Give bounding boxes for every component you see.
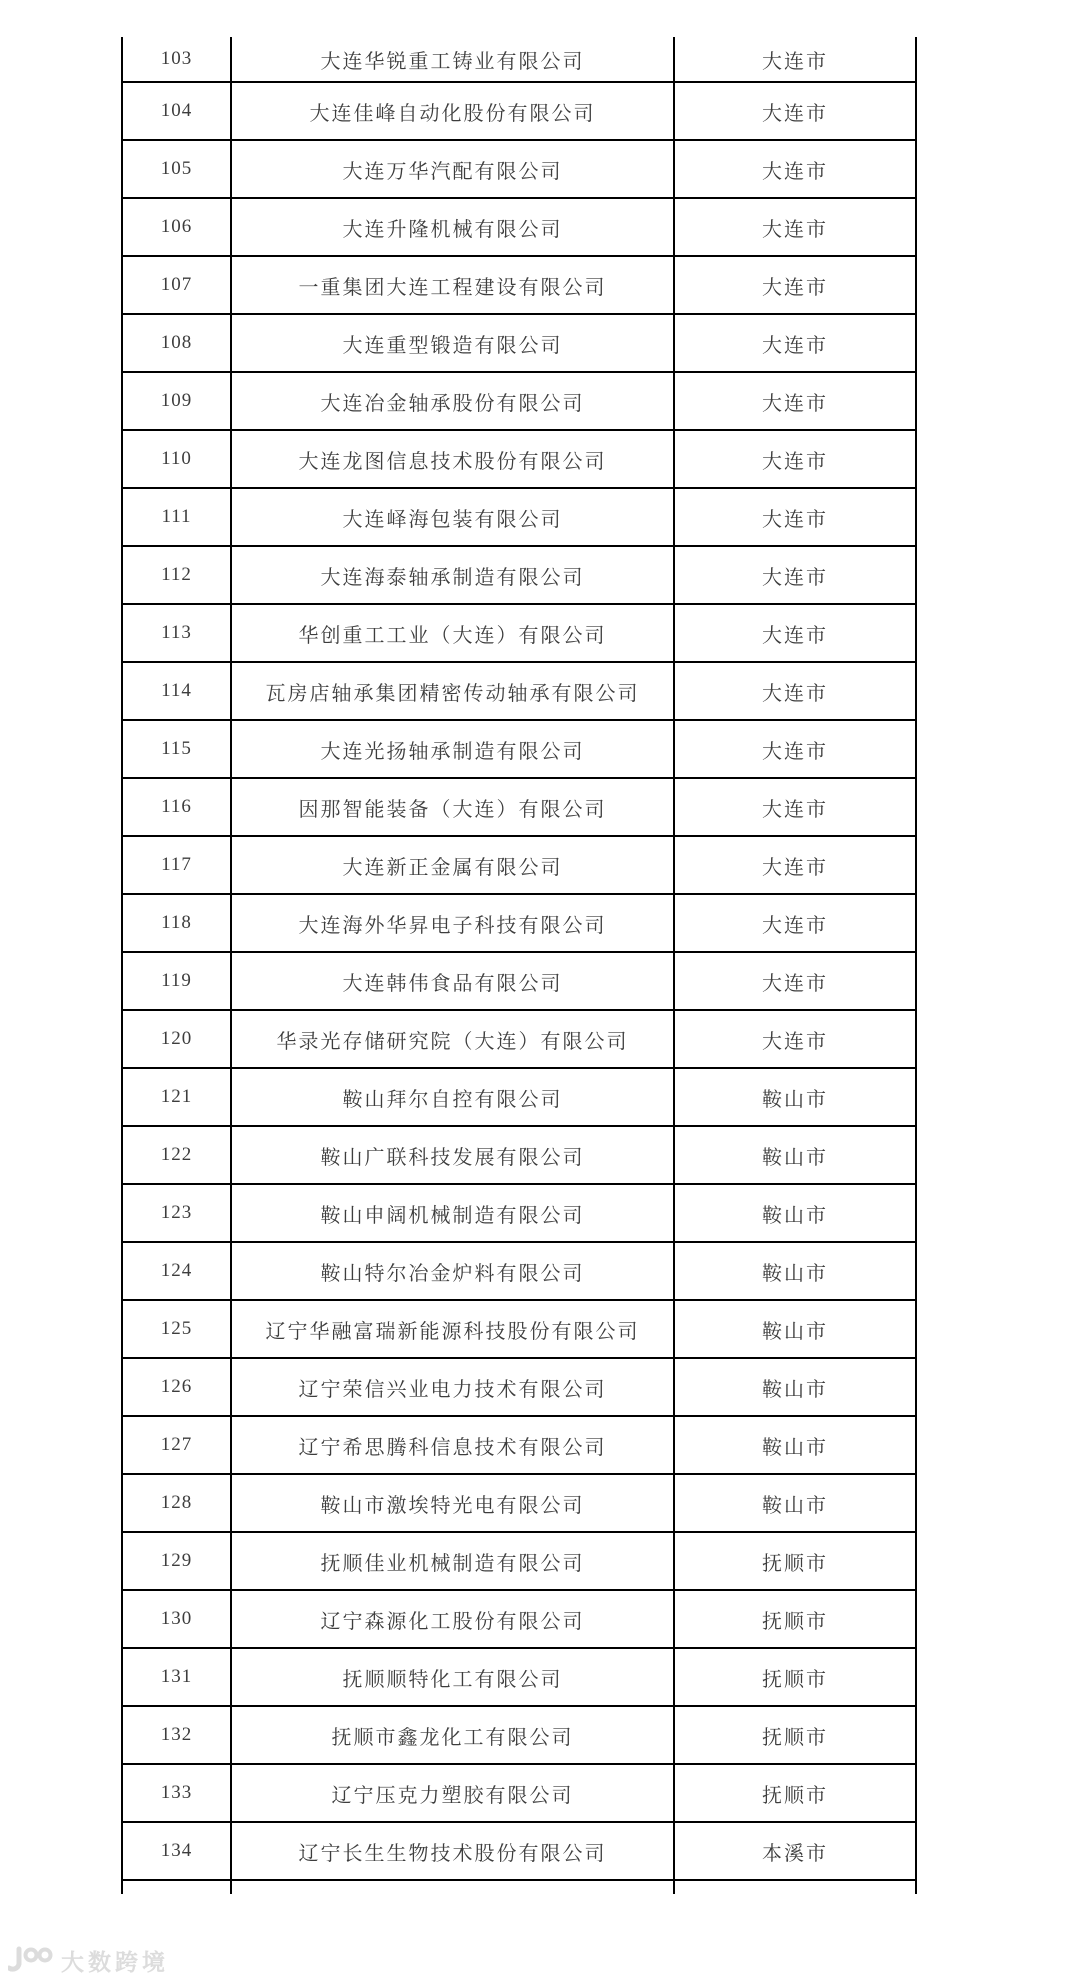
row-number-cell: 134 [122,1822,231,1880]
table-row [122,1126,916,1184]
table-row [122,372,916,430]
table-row [122,1242,916,1300]
company-name-cell: 大连海泰轴承制造有限公司 [231,546,674,604]
row-number-cell: 133 [122,1764,231,1822]
city-cell: 鞍山市 [674,1416,916,1474]
company-name-cell: 瓦房店轴承集团精密传动轴承有限公司 [231,662,674,720]
company-name-cell: 大连光扬轴承制造有限公司 [231,720,674,778]
table-row [122,1300,916,1358]
row-number-cell: 107 [122,256,231,314]
company-name-cell: 大连冶金轴承股份有限公司 [231,372,674,430]
row-number-cell: 103 [122,37,231,82]
table-row [122,894,916,952]
table-row [122,1416,916,1474]
row-number-cell: 130 [122,1590,231,1648]
company-name-cell: 华创重工工业（大连）有限公司 [231,604,674,662]
table-row [122,198,916,256]
city-cell: 大连市 [674,430,916,488]
table-row [122,662,916,720]
company-name-cell: 华录光存储研究院（大连）有限公司 [231,1010,674,1068]
row-number-cell: 113 [122,604,231,662]
city-cell: 鞍山市 [674,1474,916,1532]
partial-row [122,1880,916,1894]
row-number-cell: 132 [122,1706,231,1764]
row-number-cell: 111 [122,488,231,546]
city-cell: 大连市 [674,256,916,314]
row-number-cell: 119 [122,952,231,1010]
city-cell: 大连市 [674,662,916,720]
company-name-cell: 抚顺顺特化工有限公司 [231,1648,674,1706]
city-cell: 抚顺市 [674,1590,916,1648]
table-row [122,1358,916,1416]
row-number-cell: 116 [122,778,231,836]
table-row [122,82,916,140]
row-number-cell: 115 [122,720,231,778]
company-name-cell: 鞍山拜尔自控有限公司 [231,1068,674,1126]
dashu-kuajing-logo-icon [8,1946,54,1976]
city-cell: 鞍山市 [674,1300,916,1358]
company-name-cell: 鞍山申阔机械制造有限公司 [231,1184,674,1242]
company-name-cell: 鞍山特尔冶金炉料有限公司 [231,1242,674,1300]
table-row [122,1648,916,1706]
city-cell: 大连市 [674,604,916,662]
company-name-cell: 大连华锐重工铸业有限公司 [231,37,674,82]
company-name-cell: 一重集团大连工程建设有限公司 [231,256,674,314]
city-cell: 鞍山市 [674,1358,916,1416]
company-name-cell: 鞍山广联科技发展有限公司 [231,1126,674,1184]
company-name-cell: 大连升隆机械有限公司 [231,198,674,256]
watermark-text: 大数跨境 [61,1949,169,1975]
company-name-cell: 大连佳峰自动化股份有限公司 [231,82,674,140]
table-row [122,604,916,662]
row-number-cell: 120 [122,1010,231,1068]
row-number-cell: 126 [122,1358,231,1416]
table-row [122,488,916,546]
company-table [121,37,917,1894]
company-name-cell: 大连龙图信息技术股份有限公司 [231,430,674,488]
city-cell: 抚顺市 [674,1648,916,1706]
row-number-cell: 124 [122,1242,231,1300]
row-number-cell: 122 [122,1126,231,1184]
company-name-cell: 大连重型锻造有限公司 [231,314,674,372]
company-name-cell: 大连海外华昇电子科技有限公司 [231,894,674,952]
city-cell: 大连市 [674,720,916,778]
row-number-cell: 118 [122,894,231,952]
company-name-cell: 辽宁希思腾科信息技术有限公司 [231,1416,674,1474]
row-number-cell: 106 [122,198,231,256]
city-cell: 大连市 [674,894,916,952]
city-cell: 大连市 [674,1010,916,1068]
company-name-cell: 大连峄海包装有限公司 [231,488,674,546]
table-row [122,256,916,314]
row-number-cell: 117 [122,836,231,894]
row-number-cell: 128 [122,1474,231,1532]
partial-company-cell [231,1880,674,1894]
watermark [8,1944,169,1977]
city-cell: 大连市 [674,140,916,198]
table-row [122,140,916,198]
company-name-cell: 大连万华汽配有限公司 [231,140,674,198]
table-row [122,546,916,604]
city-cell: 本溪市 [674,1822,916,1880]
company-name-cell: 因那智能装备（大连）有限公司 [231,778,674,836]
city-cell: 大连市 [674,37,916,82]
company-name-cell: 大连新正金属有限公司 [231,836,674,894]
company-name-cell: 抚顺市鑫龙化工有限公司 [231,1706,674,1764]
city-cell: 大连市 [674,198,916,256]
table-row [122,430,916,488]
table-row [122,314,916,372]
table-row [122,1474,916,1532]
company-name-cell: 辽宁华融富瑞新能源科技股份有限公司 [231,1300,674,1358]
table-row [122,1822,916,1880]
row-number-cell: 112 [122,546,231,604]
city-cell: 抚顺市 [674,1764,916,1822]
row-number-cell: 110 [122,430,231,488]
row-number-cell: 114 [122,662,231,720]
company-name-cell: 辽宁森源化工股份有限公司 [231,1590,674,1648]
table-row [122,952,916,1010]
row-number-cell: 108 [122,314,231,372]
city-cell: 鞍山市 [674,1184,916,1242]
table-row [122,1590,916,1648]
row-number-cell: 125 [122,1300,231,1358]
city-cell: 抚顺市 [674,1706,916,1764]
table-row [122,1184,916,1242]
city-cell: 大连市 [674,488,916,546]
partial-number-cell [122,1880,231,1894]
partial-city-cell [674,1880,916,1894]
company-name-cell: 辽宁荣信兴业电力技术有限公司 [231,1358,674,1416]
table-row [122,1764,916,1822]
table-row [122,836,916,894]
table-row [122,778,916,836]
company-table-body [122,37,916,1894]
table-row [122,37,916,82]
city-cell: 大连市 [674,372,916,430]
row-number-cell: 131 [122,1648,231,1706]
company-name-cell: 鞍山市激埃特光电有限公司 [231,1474,674,1532]
row-number-cell: 105 [122,140,231,198]
city-cell: 大连市 [674,836,916,894]
table-row [122,1706,916,1764]
city-cell: 大连市 [674,952,916,1010]
city-cell: 大连市 [674,778,916,836]
city-cell: 鞍山市 [674,1126,916,1184]
table-row [122,1010,916,1068]
table-row [122,1068,916,1126]
row-number-cell: 109 [122,372,231,430]
city-cell: 鞍山市 [674,1242,916,1300]
city-cell: 大连市 [674,314,916,372]
row-number-cell: 123 [122,1184,231,1242]
city-cell: 鞍山市 [674,1068,916,1126]
company-name-cell: 抚顺佳业机械制造有限公司 [231,1532,674,1590]
company-name-cell: 大连韩伟食品有限公司 [231,952,674,1010]
city-cell: 大连市 [674,546,916,604]
row-number-cell: 129 [122,1532,231,1590]
company-name-cell: 辽宁长生生物技术股份有限公司 [231,1822,674,1880]
row-number-cell: 121 [122,1068,231,1126]
company-name-cell: 辽宁压克力塑胶有限公司 [231,1764,674,1822]
table-row [122,1532,916,1590]
row-number-cell: 104 [122,82,231,140]
city-cell: 抚顺市 [674,1532,916,1590]
city-cell: 大连市 [674,82,916,140]
row-number-cell: 127 [122,1416,231,1474]
table-row [122,720,916,778]
